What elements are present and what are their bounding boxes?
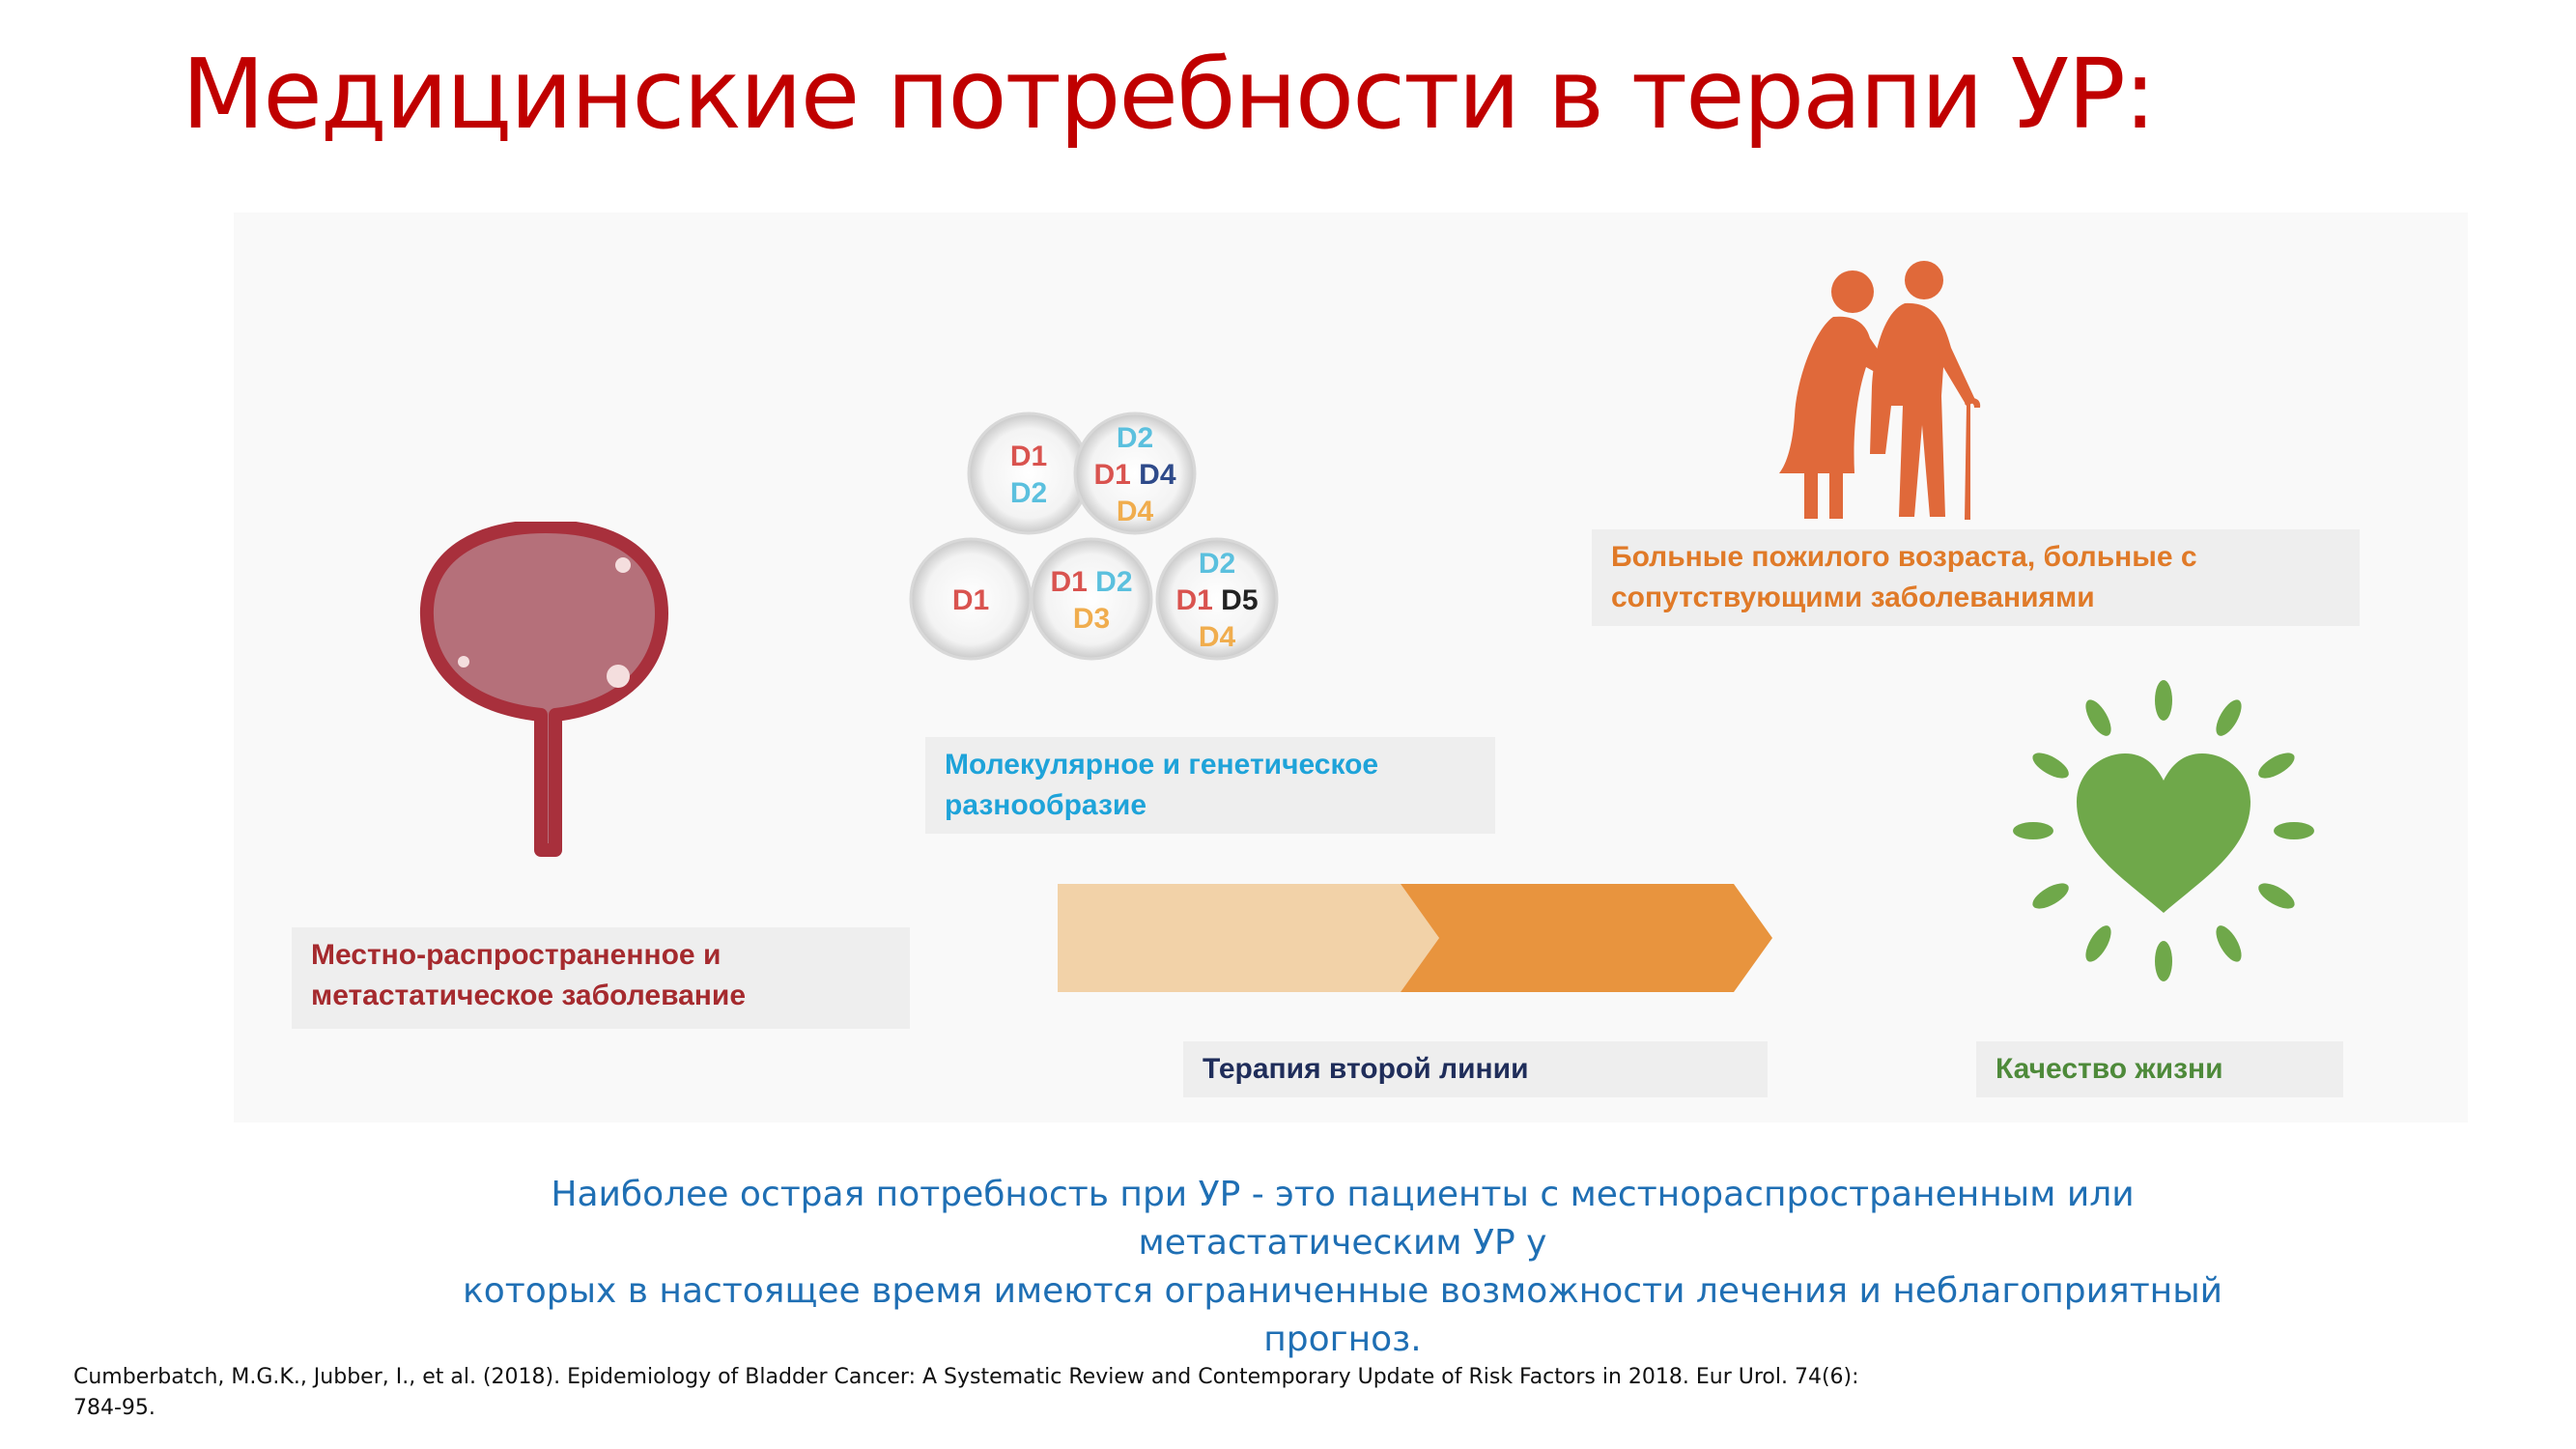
note-line1: Наиболее острая потребность при УР - это пациенты с местнораспространенным или метастатическим УР у	[551, 1175, 2135, 1263]
cell-2-line1: D2	[1116, 422, 1154, 454]
quality-label	[1976, 1041, 2343, 1097]
heart-ray	[2028, 878, 2072, 914]
heart-ray	[2081, 922, 2116, 965]
therapy-label	[1183, 1041, 1768, 1097]
dna-cells-icon	[898, 401, 1401, 686]
heart-shape	[2077, 753, 2250, 913]
heart-ray	[2274, 822, 2314, 839]
disease-label	[292, 927, 910, 1029]
cell-5-line1: D2	[1198, 548, 1236, 580]
key-need-note	[425, 1171, 2260, 1364]
quality-label-text: Качество жизни	[1996, 1053, 2223, 1085]
cell-4	[1032, 539, 1151, 659]
cell-5	[1157, 539, 1277, 659]
cell-3-line1: D1	[951, 584, 990, 616]
heart-ray	[2254, 748, 2298, 783]
cell-1-line2: D2	[1009, 477, 1048, 509]
page-title: Медицинские потребности в терапи УР:	[182, 38, 2155, 151]
diversity-label	[925, 737, 1495, 834]
reference-line1: Cumberbatch, M.G.K., Jubber, I., et al. (2018). Epidemiology of Bladder Cancer: A Systematic Review and Contemporary Update of Risk Factors in 2018. Eur Urol. 74(6):	[73, 1365, 1859, 1389]
progress-arrow-icon	[1058, 884, 1772, 992]
cell-3	[911, 539, 1031, 659]
cell-4-line1: D1 D2	[1050, 566, 1133, 598]
heart-ray	[2211, 922, 2247, 965]
cell-4-line2: D3	[1072, 603, 1111, 635]
heart-ray	[2211, 696, 2247, 739]
cell-1-line1: D1	[1009, 440, 1048, 472]
heart-ray	[2155, 680, 2172, 721]
cell-5-line2: D1 D5	[1175, 584, 1259, 616]
cell-1	[969, 413, 1089, 533]
cell-2	[1075, 413, 1195, 533]
bladder-icon	[415, 522, 676, 860]
heart-ray	[2081, 696, 2116, 739]
heart-sun-icon	[2009, 676, 2318, 995]
cell-2-line2: D1 D4	[1093, 459, 1176, 491]
note-line2: которых в настоящее время имеются ограниченные возможности лечения и неблагоприятный прогноз.	[462, 1271, 2223, 1359]
reference-line2: 784-95.	[73, 1396, 156, 1420]
disease-label-line1: Местно-распространенное и	[311, 939, 722, 971]
heart-ray	[2028, 748, 2072, 783]
diversity-label-line1: Молекулярное и генетическое	[945, 749, 1379, 781]
heart-ray	[2254, 878, 2298, 914]
elderly-label-line1: Больные пожилого возраста, больные с	[1611, 541, 2197, 573]
heart-ray	[2155, 941, 2172, 981]
elderly-label-line2: сопутствующими заболеваниями	[1611, 582, 2095, 613]
elderly-couple-icon	[1777, 261, 2009, 522]
disease-label-line2: метастатическое заболевание	[311, 980, 747, 1011]
elderly-label	[1592, 529, 2360, 626]
reference-citation	[73, 1362, 2005, 1424]
heart-ray	[2013, 822, 2053, 839]
diversity-label-line2: разнообразие	[945, 789, 1147, 821]
therapy-label-text: Терапия второй линии	[1203, 1053, 1529, 1085]
cell-2-line3: D4	[1116, 496, 1154, 527]
cell-5-line3: D4	[1198, 621, 1236, 653]
